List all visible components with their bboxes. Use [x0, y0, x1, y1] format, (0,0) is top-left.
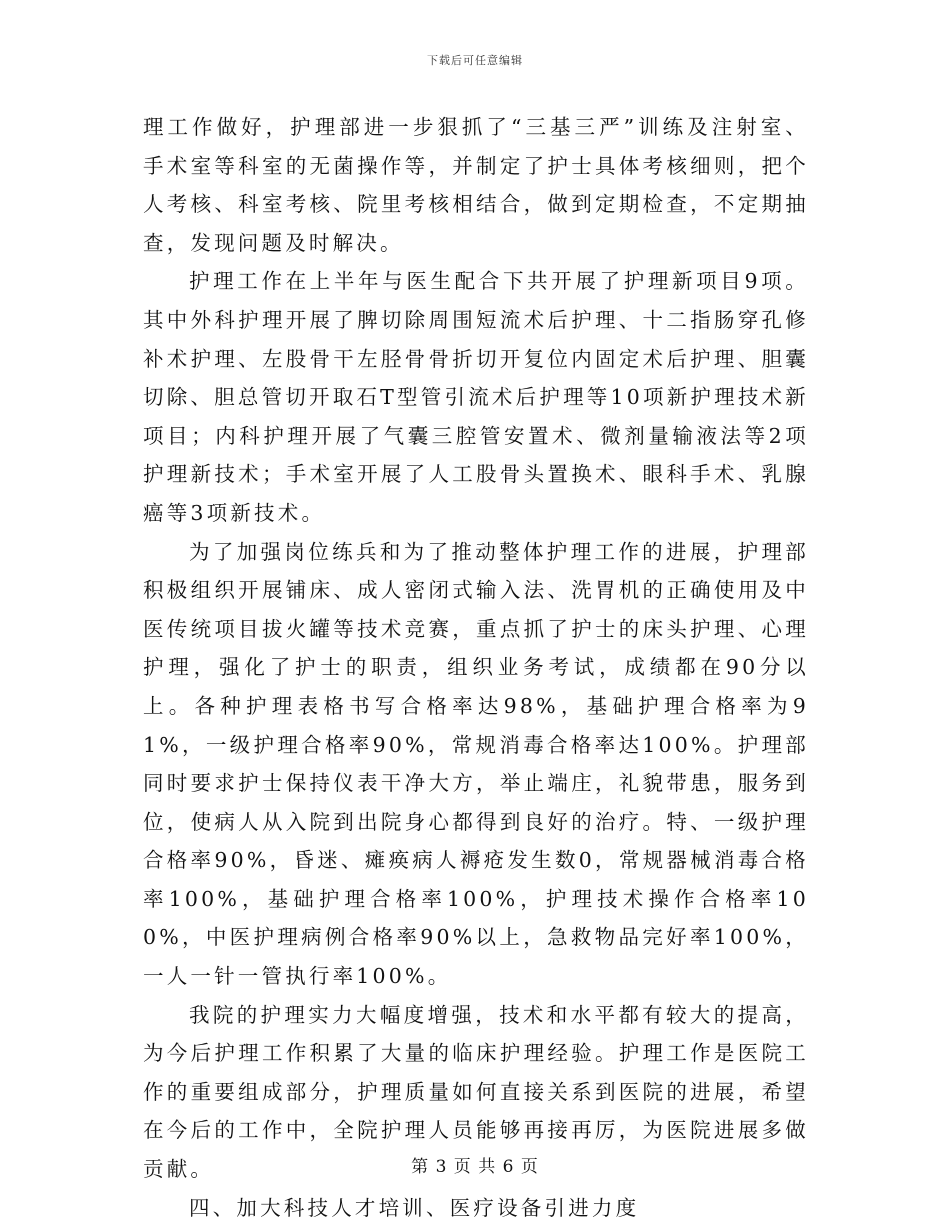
- paragraph-continuation: 理工作做好，护理部进一步狠抓了“三基三严”训练及注射室、手术室等科室的无菌操作等，并制定了护士具体考核细则，把个人考核、科室考核、院里考核相结合，做到定期检查，不定期抽查，发现问题及时解决。: [143, 115, 809, 255]
- section-heading: 四、加大科技人才培训、医疗设备引进力度: [189, 1195, 640, 1220]
- page-number: 第 3 页 共 6 页: [411, 1157, 539, 1177]
- document-body: [143, 108, 809, 1227]
- paragraph-nursing-summary: 我院的护理实力大幅度增强，技术和水平都有较大的提高，为今后护理工作积累了大量的临床护理经验。护理工作是医院工作的重要组成部分，护理质量如何直接关系到医院的进展，希望在今后的工作中，全院护理人员能够再接再厉，为医院进展多做贡献。: [143, 1002, 809, 1182]
- page-header: 下载后可任意编辑: [427, 54, 523, 67]
- paragraph-skills-competition: 为了加强岗位练兵和为了推动整体护理工作的进展，护理部积极组织开展铺床、成人密闭式输入法、洗胃机的正确使用及中医传统项目拔火罐等技术竞赛，重点抓了护士的床头护理、心理护理，强化了护士的职责，组织业务考试，成绩都在90分以上。各种护理表格书写合格率达98%，基础护理合格率为91%，一级护理合格率90%，常规消毒合格率达100%。护理部同时要求护士保持仪表干净大方，举止端庄，礼貌带患，服务到位，使病人从入院到出院身心都得到良好的治疗。特、一级护理合格率90%，昏迷、瘫痪病人褥疮发生数0，常规器械消毒合格率100%，基础护理合格率100%，护理技术操作合格率100%，中医护理病例合格率90%以上，急救物品完好率100%，一人一针一管执行率100%。: [143, 539, 809, 989]
- paragraph-new-nursing-projects: 护理工作在上半年与医生配合下共开展了护理新项目9项。其中外科护理开展了脾切除周围短流术后护理、十二指肠穿孔修补术护理、左股骨干左胫骨骨折切开复位内固定术后护理、胆囊切除、胆总管切开取石T型管引流术后护理等10项新护理技术新项目；内科护理开展了气囊三腔管安置术、微剂量输液法等2项护理新技术；手术室开展了人工股骨头置换术、眼科手术、乳腺癌等3项新技术。: [143, 269, 809, 525]
